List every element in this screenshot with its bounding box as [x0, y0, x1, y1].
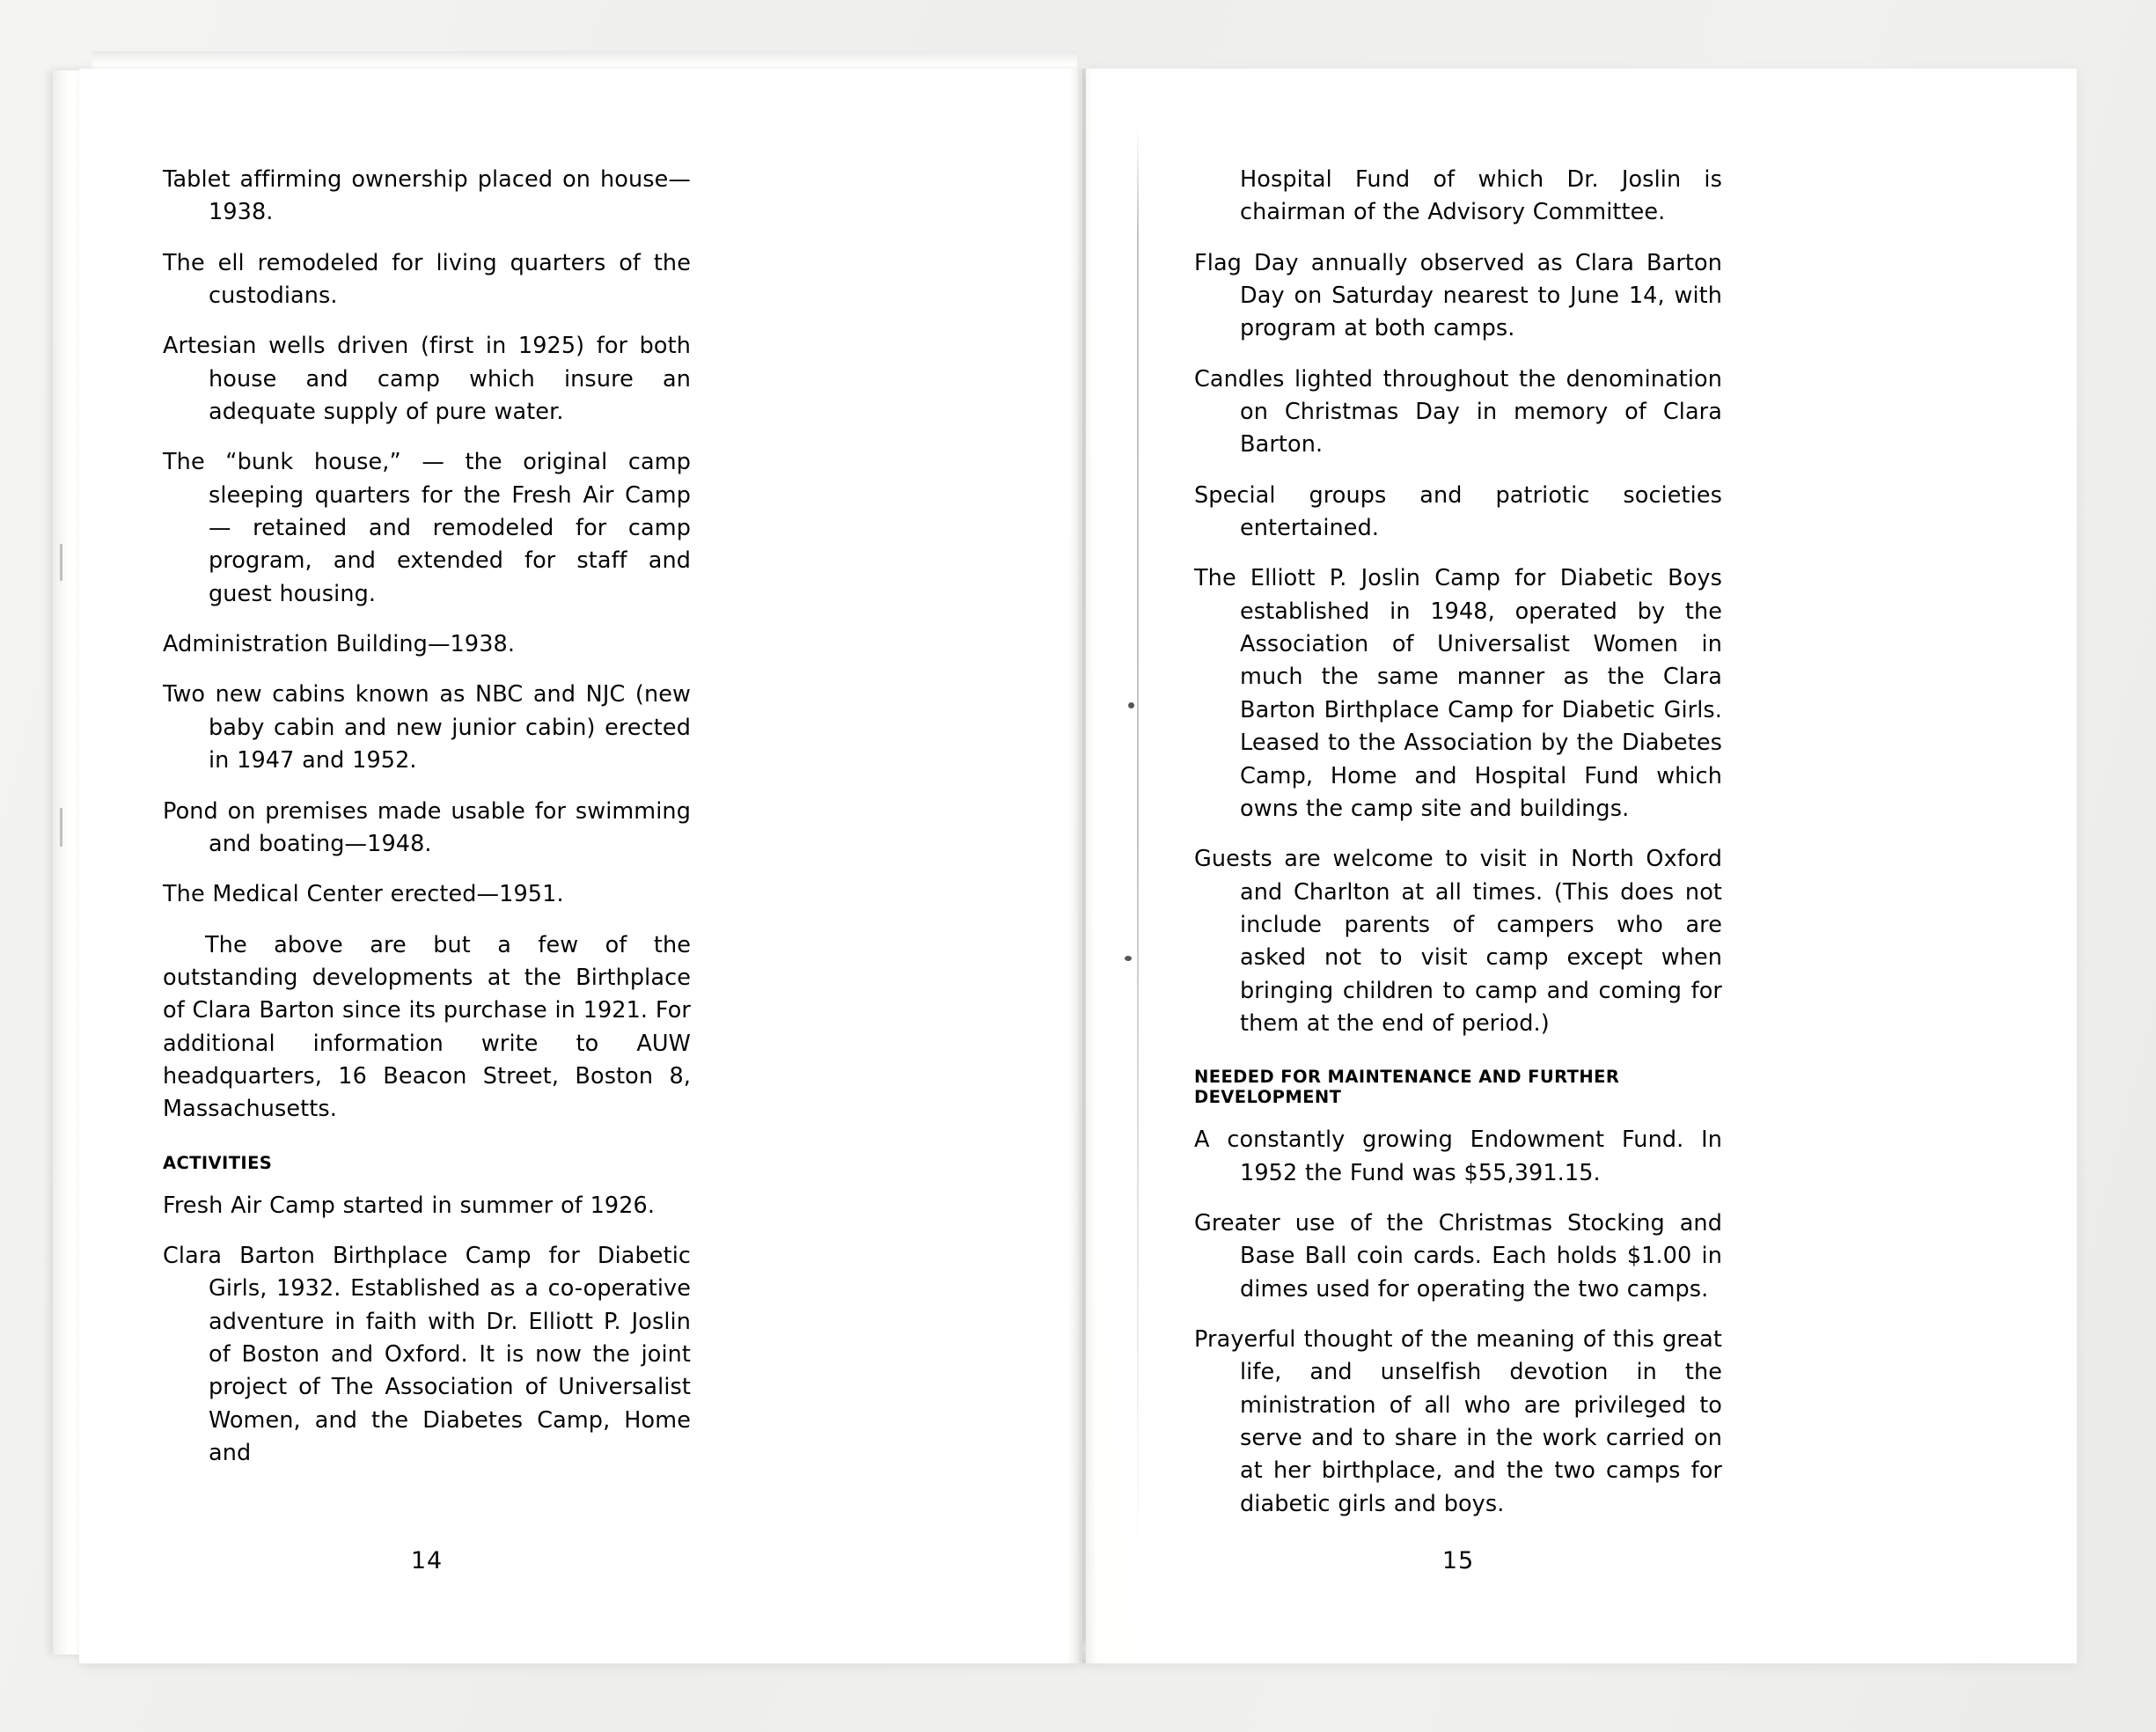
book-spine-crease	[1137, 113, 1139, 1582]
list-item: Administration Building—1938.	[163, 631, 516, 658]
closing-paragraph: The above are but a few of the outstanding developments at the Birthplace of Clara Barton since its purchase in 1921. For additional information write to AUW headquarters, 16 Beacon Street, Boston 8, Massachusetts.	[163, 931, 691, 1123]
section-heading-activities: ACTIVITIES	[163, 1152, 273, 1173]
scan-speck	[1125, 956, 1132, 961]
list-item: The Medical Center erected—1951.	[163, 881, 564, 908]
right-page-text-column	[1194, 164, 1722, 1538]
list-item: Pond on premises made usable for swimming and boating—1948.	[163, 797, 691, 857]
list-item: Flag Day annually observed as Clara Barton Day on Saturday nearest to June 14, with program at both camps.	[1194, 249, 1722, 342]
section-heading-needed: NEEDED FOR MAINTENANCE AND FURTHER DEVELOPMENT	[1194, 1067, 1620, 1108]
list-item: Tablet affirming ownership placed on house— 1938.	[163, 166, 691, 226]
list-item: Clara Barton Birthplace Camp for Diabetic Girls, 1932. Established as a co-operative adventure in faith with Dr. Elliott P. Joslin of Boston and Oxford. It is now the joint project of The Association of Universalist Women, and the Diabetes Camp, Home and	[163, 1242, 691, 1466]
open-book	[53, 51, 2103, 1681]
list-item: Candles lighted throughout the denomination on Christmas Day in memory of Clara Barton.	[1194, 365, 1722, 459]
list-item: A constantly growing Endowment Fund. In 1952 the Fund was $55,391.15.	[1194, 1127, 1722, 1186]
list-item: Special groups and patriotic societies entertained.	[1194, 481, 1722, 542]
scan-speck	[1128, 702, 1134, 708]
list-item: The Elliott P. Joslin Camp for Diabetic Boys established in 1948, operated by the Association of Universalist Women in much the same manner as the Clara Barton Birthplace Camp for Diabetic Girls. Leased to the Association by the Diabetes Camp, Home and Hospital Fund which owns the camp site and buildings.	[1194, 565, 1722, 822]
list-item: Fresh Air Camp started in summer of 1926.	[163, 1192, 656, 1219]
list-item: Guests are welcome to visit in North Oxford and Charlton at all times. (This does not include parents of campers who are asked not to visit camp except when bringing children to camp and coming for them at the end of period.)	[1194, 846, 1722, 1037]
book-gutter-shadow	[1065, 69, 1096, 1663]
continued-list-item: Hospital Fund of which Dr. Joslin is chairman of the Advisory Committee.	[1240, 166, 1722, 226]
page-number-left: 14	[410, 1547, 444, 1574]
page-number-right: 15	[1441, 1547, 1475, 1574]
scan-margin-artifact	[60, 808, 62, 847]
list-item: Artesian wells driven (first in 1925) for both house and camp which insure an adequate supply of pure water.	[163, 333, 691, 426]
scan-margin-artifact	[60, 544, 62, 581]
left-page-text-column	[163, 164, 691, 1487]
list-item: The “bunk house,” — the original camp sleeping quarters for the Fresh Air Camp — retained and remodeled for camp program, and extended for staff and guest housing.	[163, 449, 691, 607]
list-item: The ell remodeled for living quarters of the custodians.	[163, 249, 691, 310]
list-item: Prayerful thought of the meaning of this great life, and unselfish devotion in the ministration of all who are privileged to serve and to share in the work carried on at her birthplace, and the two camps for diabetic girls and boys.	[1194, 1325, 1722, 1517]
list-item: Two new cabins known as NBC and NJC (new baby cabin and new junior cabin) erected in 1947 and 1952.	[163, 681, 691, 774]
list-item: Greater use of the Christmas Stocking and Base Ball coin cards. Each holds $1.00 in dimes used for operating the two camps.	[1194, 1209, 1722, 1303]
